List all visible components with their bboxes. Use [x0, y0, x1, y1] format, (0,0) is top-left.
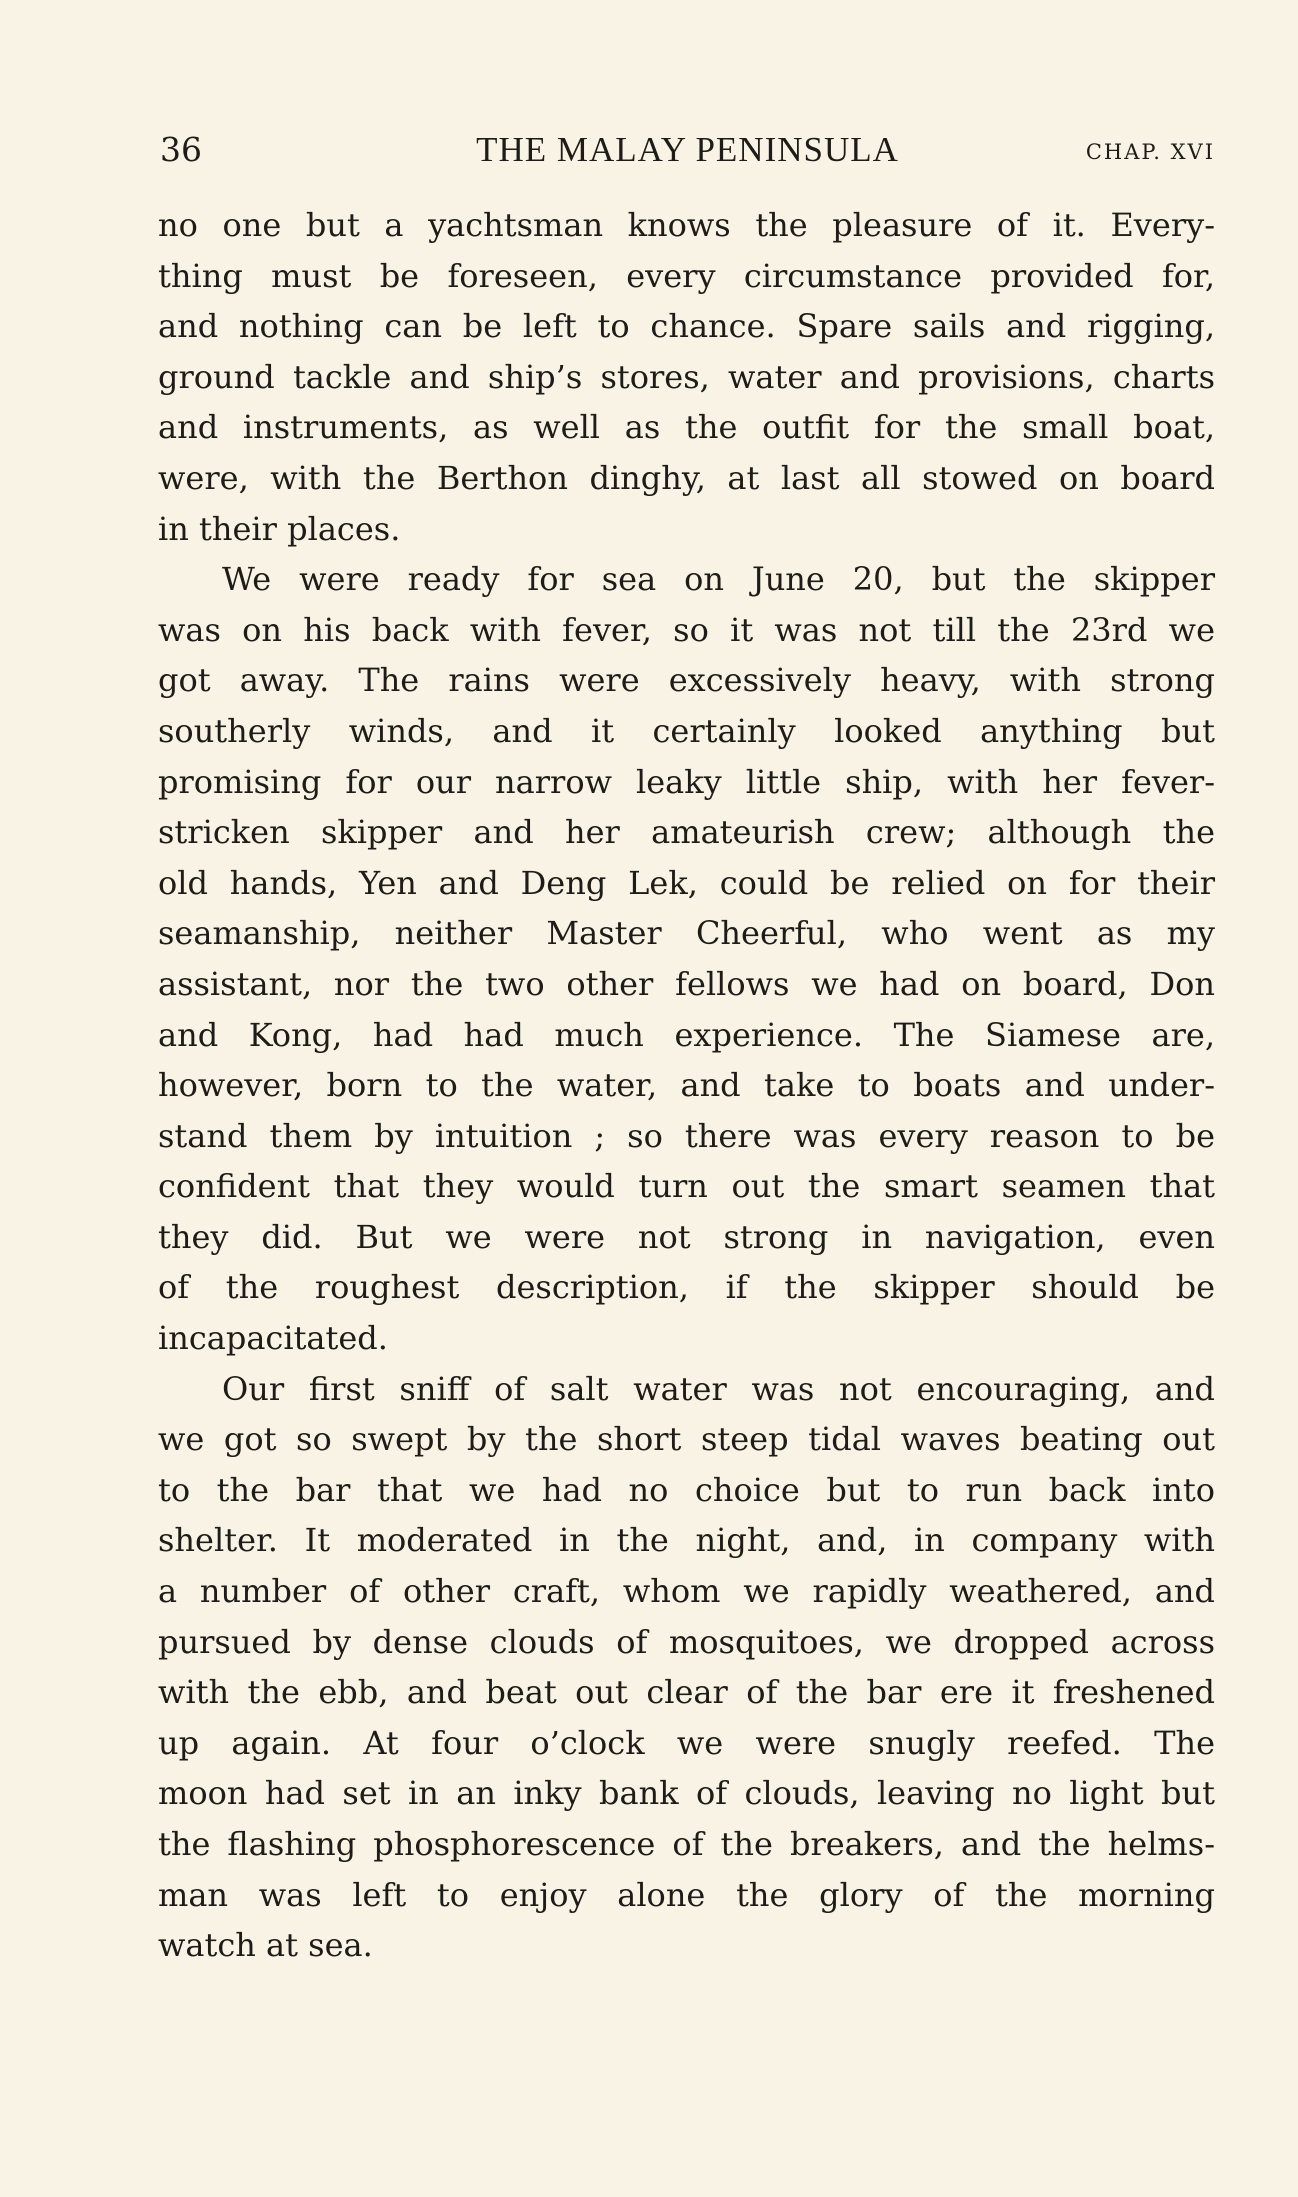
text-line: promising for our narrow leaky little ship, with her fever- — [158, 762, 1215, 801]
text-line: southerly winds, and it certainly looked anything but — [158, 711, 1215, 750]
text-line: stricken skipper and her amateurish crew; although the — [158, 813, 1215, 852]
chapter-label: CHAP. XVI — [1085, 140, 1215, 164]
text-line: we got so swept by the short steep tidal waves beating out — [158, 1420, 1215, 1459]
text-line: was on his back with fever, so it was not till the 23rd we — [158, 610, 1215, 649]
text-line: the flashing phosphorescence of the breakers, and the helms- — [158, 1825, 1215, 1863]
text-line: to the bar that we had no choice but to run back into — [158, 1470, 1215, 1509]
text-line: Our first sniff of salt water was not encouraging, and — [222, 1369, 1215, 1408]
text-line: up again. At four o’clock we were snugly reefed. The — [158, 1723, 1215, 1762]
text-line: incapacitated. — [158, 1319, 388, 1358]
text-line: seamanship, neither Master Cheerful, who went as my — [158, 914, 1215, 953]
text-line: assistant, nor the two other fellows we had on board, Don — [158, 964, 1215, 1003]
text-line: of the roughest description, if the skipper should be — [158, 1268, 1215, 1307]
text-line: with the ebb, and beat out clear of the bar ere it freshened — [158, 1673, 1215, 1712]
text-line: We were ready for sea on June 20, but the skipper — [222, 560, 1215, 599]
body-text — [158, 200, 1215, 1971]
text-line: and nothing can be left to chance. Spare sails and rigging, — [158, 307, 1215, 346]
text-line: thing must be foreseen, every circumstance provided for, — [158, 256, 1215, 295]
text-line: stand them by intuition ; so there was every reason to be — [158, 1116, 1215, 1155]
text-line: no one but a yachtsman knows the pleasure of it. Every- — [158, 206, 1215, 244]
text-line: and Kong, had had much experience. The Siamese are, — [158, 1015, 1215, 1054]
paragraph-1 — [158, 200, 1215, 554]
text-line: watch at sea. — [158, 1926, 373, 1965]
text-line: pursued by dense clouds of mosquitoes, we dropped across — [158, 1622, 1215, 1661]
text-line: confident that they would turn out the smart seamen that — [158, 1167, 1215, 1206]
text-line: man was left to enjoy alone the glory of the morning — [158, 1875, 1215, 1914]
text-line: and instruments, as well as the outfit for the small boat, — [158, 408, 1215, 447]
text-line: ground tackle and ship’s stores, water and provisions, charts — [158, 357, 1215, 396]
paragraph-3 — [158, 1364, 1215, 1971]
running-title: THE MALAY PENINSULA — [476, 130, 899, 169]
text-line: got away. The rains were excessively heavy, with strong — [158, 661, 1215, 700]
text-line: however, born to the water, and take to boats and under- — [158, 1066, 1215, 1105]
text-line: moon had set in an inky bank of clouds, leaving no light but — [158, 1774, 1215, 1813]
text-line: old hands, Yen and Deng Lek, could be relied on for their — [158, 863, 1215, 902]
text-line: were, with the Berthon dinghy, at last all stowed on board — [158, 458, 1215, 497]
text-line: in their places. — [158, 509, 401, 548]
page-number: 36 — [160, 130, 202, 169]
text-line: a number of other craft, whom we rapidly weathered, and — [158, 1572, 1215, 1611]
text-line: they did. But we were not strong in navigation, even — [158, 1217, 1215, 1256]
text-line: shelter. It moderated in the night, and, in company with — [158, 1521, 1215, 1560]
running-head — [160, 125, 1215, 175]
paragraph-2 — [158, 554, 1215, 1364]
